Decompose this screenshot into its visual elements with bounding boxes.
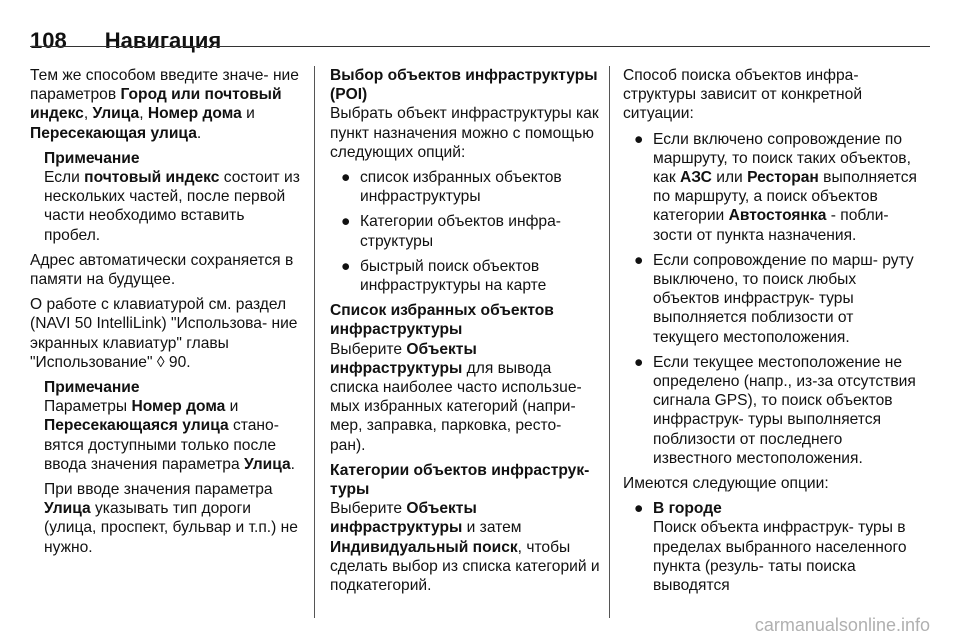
note-block: Примечание Если почтовый индекс состоит из нескольких частей, после первой части необходимо вставить пробел. — [44, 149, 300, 244]
list-item: ● список избранных объектов инфраструктуры — [341, 169, 562, 206]
paragraph: Способ поиска объектов инфра- структуры зависит от конкретной ситуации: — [623, 67, 863, 123]
column-2 — [330, 66, 600, 601]
column-divider-1 — [314, 66, 315, 618]
section-heading: Список избранных объектов инфраструктуры Выберите Объекты инфраструктуры для вывода списка наиболее часто использue- мых избранных категорий (напри- мер, заправка, парковка, ресто- ран). — [330, 302, 582, 454]
option-list — [623, 499, 923, 595]
note-block: Примечание Параметры Номер дома и Пересекающаяся улица стано- вятся доступными только после ввода значения параметра Улица. При вводе значения параметра Улица указывать тип дороги (улица, проспект, бульвар и т.п.) не нужно. — [44, 379, 298, 556]
bullet-icon: ● — [634, 500, 644, 518]
page-number: 108 — [30, 28, 67, 53]
list-item: ● Если текущее местоположение не определено (напр., из-за отсутствия сигнала GPS), то поиск объектов инфраструк- туры выполняется поблизости от последнего известного местоположения. — [634, 353, 916, 467]
header-rule — [30, 46, 930, 47]
column-1 — [30, 66, 300, 563]
page-title: Навигация — [104, 28, 222, 53]
section-heading: Категории объектов инфраструк- туры Выберите Объекты инфраструктуры и затем Индивидуальный поиск, чтобы сделать выбор из списка категорий и подкатегорий. — [330, 461, 600, 595]
paragraph: Тем же способом введите значе- ние параметров Город или почтовый индекс, Улица, Номер дома и Пересекающая улица. — [30, 67, 299, 142]
note-title: Примечание — [44, 149, 140, 167]
list-item: ● Категории объектов инфра- структуры — [341, 213, 561, 250]
bullet-icon: ● — [634, 353, 644, 371]
column-divider-2 — [609, 66, 610, 618]
paragraph: Имеются следующие опции: — [623, 475, 829, 493]
paragraph: Адрес автоматически сохраняется в памяти на будущее. — [30, 251, 294, 289]
bullet-icon: ● — [341, 213, 351, 231]
reference-icon: ◊ — [156, 353, 165, 371]
page-header — [30, 28, 221, 54]
watermark: carmanualsonline.info — [754, 615, 930, 635]
list-item: ● Если сопровождение по марш- руту выключено, то поиск любых объектов инфраструк- туры выполняется поблизости от текущего местоположения. — [634, 251, 914, 346]
option-list — [330, 168, 600, 295]
bullet-icon: ● — [341, 257, 351, 275]
list-item: ● Если включено сопровождение по маршруту, то поиск таких объектов, как АЗС или Ресторан выполняется по маршруту, а поиск объектов категории Автостоянка - побли- зости от пункта назначения. — [634, 130, 917, 244]
bullet-icon: ● — [341, 169, 351, 187]
situation-list — [623, 130, 923, 468]
section-heading: Выбор объектов инфраструктуры (POI) Выбрать объект инфраструктуры как пункт назначения можно с помощью следующих опций: — [330, 67, 599, 161]
column-3 — [623, 66, 923, 601]
bullet-icon: ● — [634, 251, 644, 269]
paragraph: О работе с клавиатурой см. раздел (NAVI 50 IntelliLink) "Использова- ние экранных клавиатур" главы "Использование" ◊ 90. — [30, 296, 298, 371]
bullet-icon: ● — [634, 130, 644, 148]
note-title: Примечание — [44, 379, 140, 397]
list-item: ● В городе Поиск объекта инфраструк- туры в пределах выбранного населенного пункта (резуль- таты поиска выводятся — [634, 500, 907, 595]
list-item: ● быстрый поиск объектов инфраструктуры на карте — [341, 257, 547, 295]
